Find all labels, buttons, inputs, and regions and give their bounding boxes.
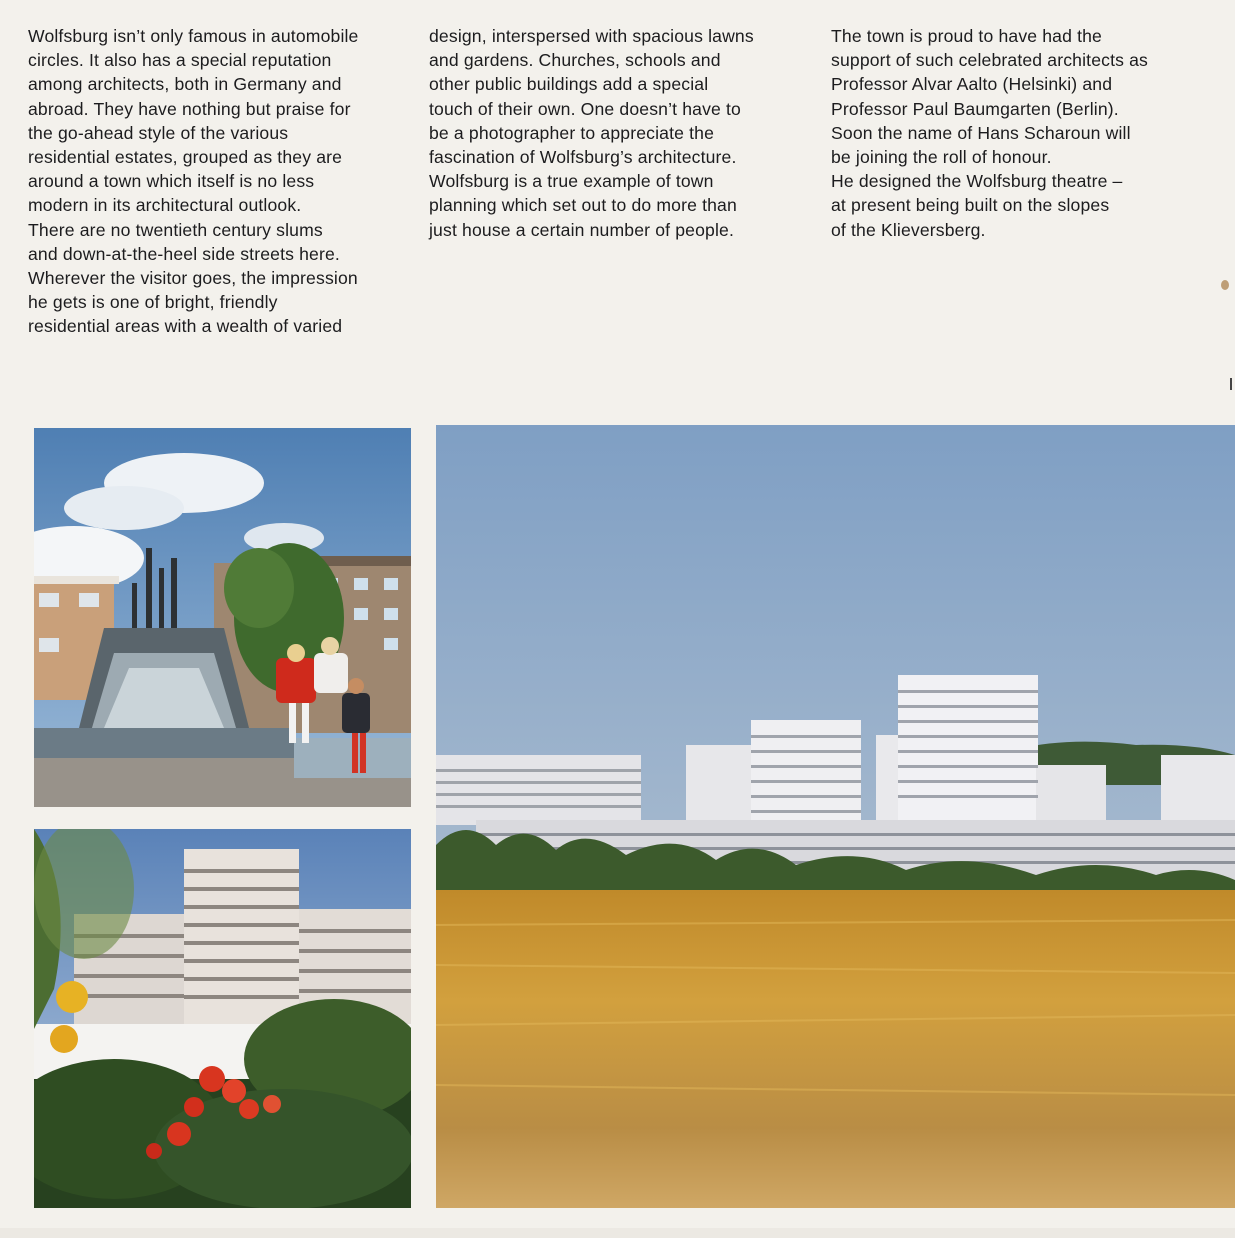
paper-stain [1221, 280, 1229, 290]
text-column-3 [831, 24, 1211, 242]
paragraph-col2: design, interspersed with spacious lawns and gardens. Churches, schools and other public buildings add a special touch of their own. One doesn’t have to be a photographer to appreciate the fascination of Wolfsburg’s architecture. Wolfsburg is a true example of town planning which set out to do more than just house a certain number of people. [429, 26, 754, 240]
fountain-photo [34, 428, 411, 807]
fold-mark [1230, 378, 1232, 390]
highrise-flowers-photo [34, 829, 411, 1208]
paragraph-col3: The town is proud to have had the support of such celebrated architects as Professor Alvar Aalto (Helsinki) and Professor Paul Baumgarten (Berlin). Soon the name of Hans Scharoun will be joining the roll of honour. He designed the Wolfsburg theatre – at present being built on the slopes of the Klieversberg. [831, 26, 1148, 240]
paragraph-col1: Wolfsburg isn’t only famous in automobile circles. It also has a special reputation among architects, both in Germany and abroad. They have nothing but praise for the go-ahead style of the various residential estates, grouped as they are around a town which itself is no less modern in its architectural outlook. There are no twentieth century slums and down-at-the-heel side streets here. Wherever the visitor goes, the impression he gets is one of bright, friendly residential areas with a wealth of varied [28, 26, 359, 337]
page-bottom-edge [0, 1228, 1235, 1238]
wheat-field-skyline-photo [436, 425, 1235, 1208]
text-column-1 [28, 24, 408, 339]
text-column-2 [429, 24, 809, 242]
